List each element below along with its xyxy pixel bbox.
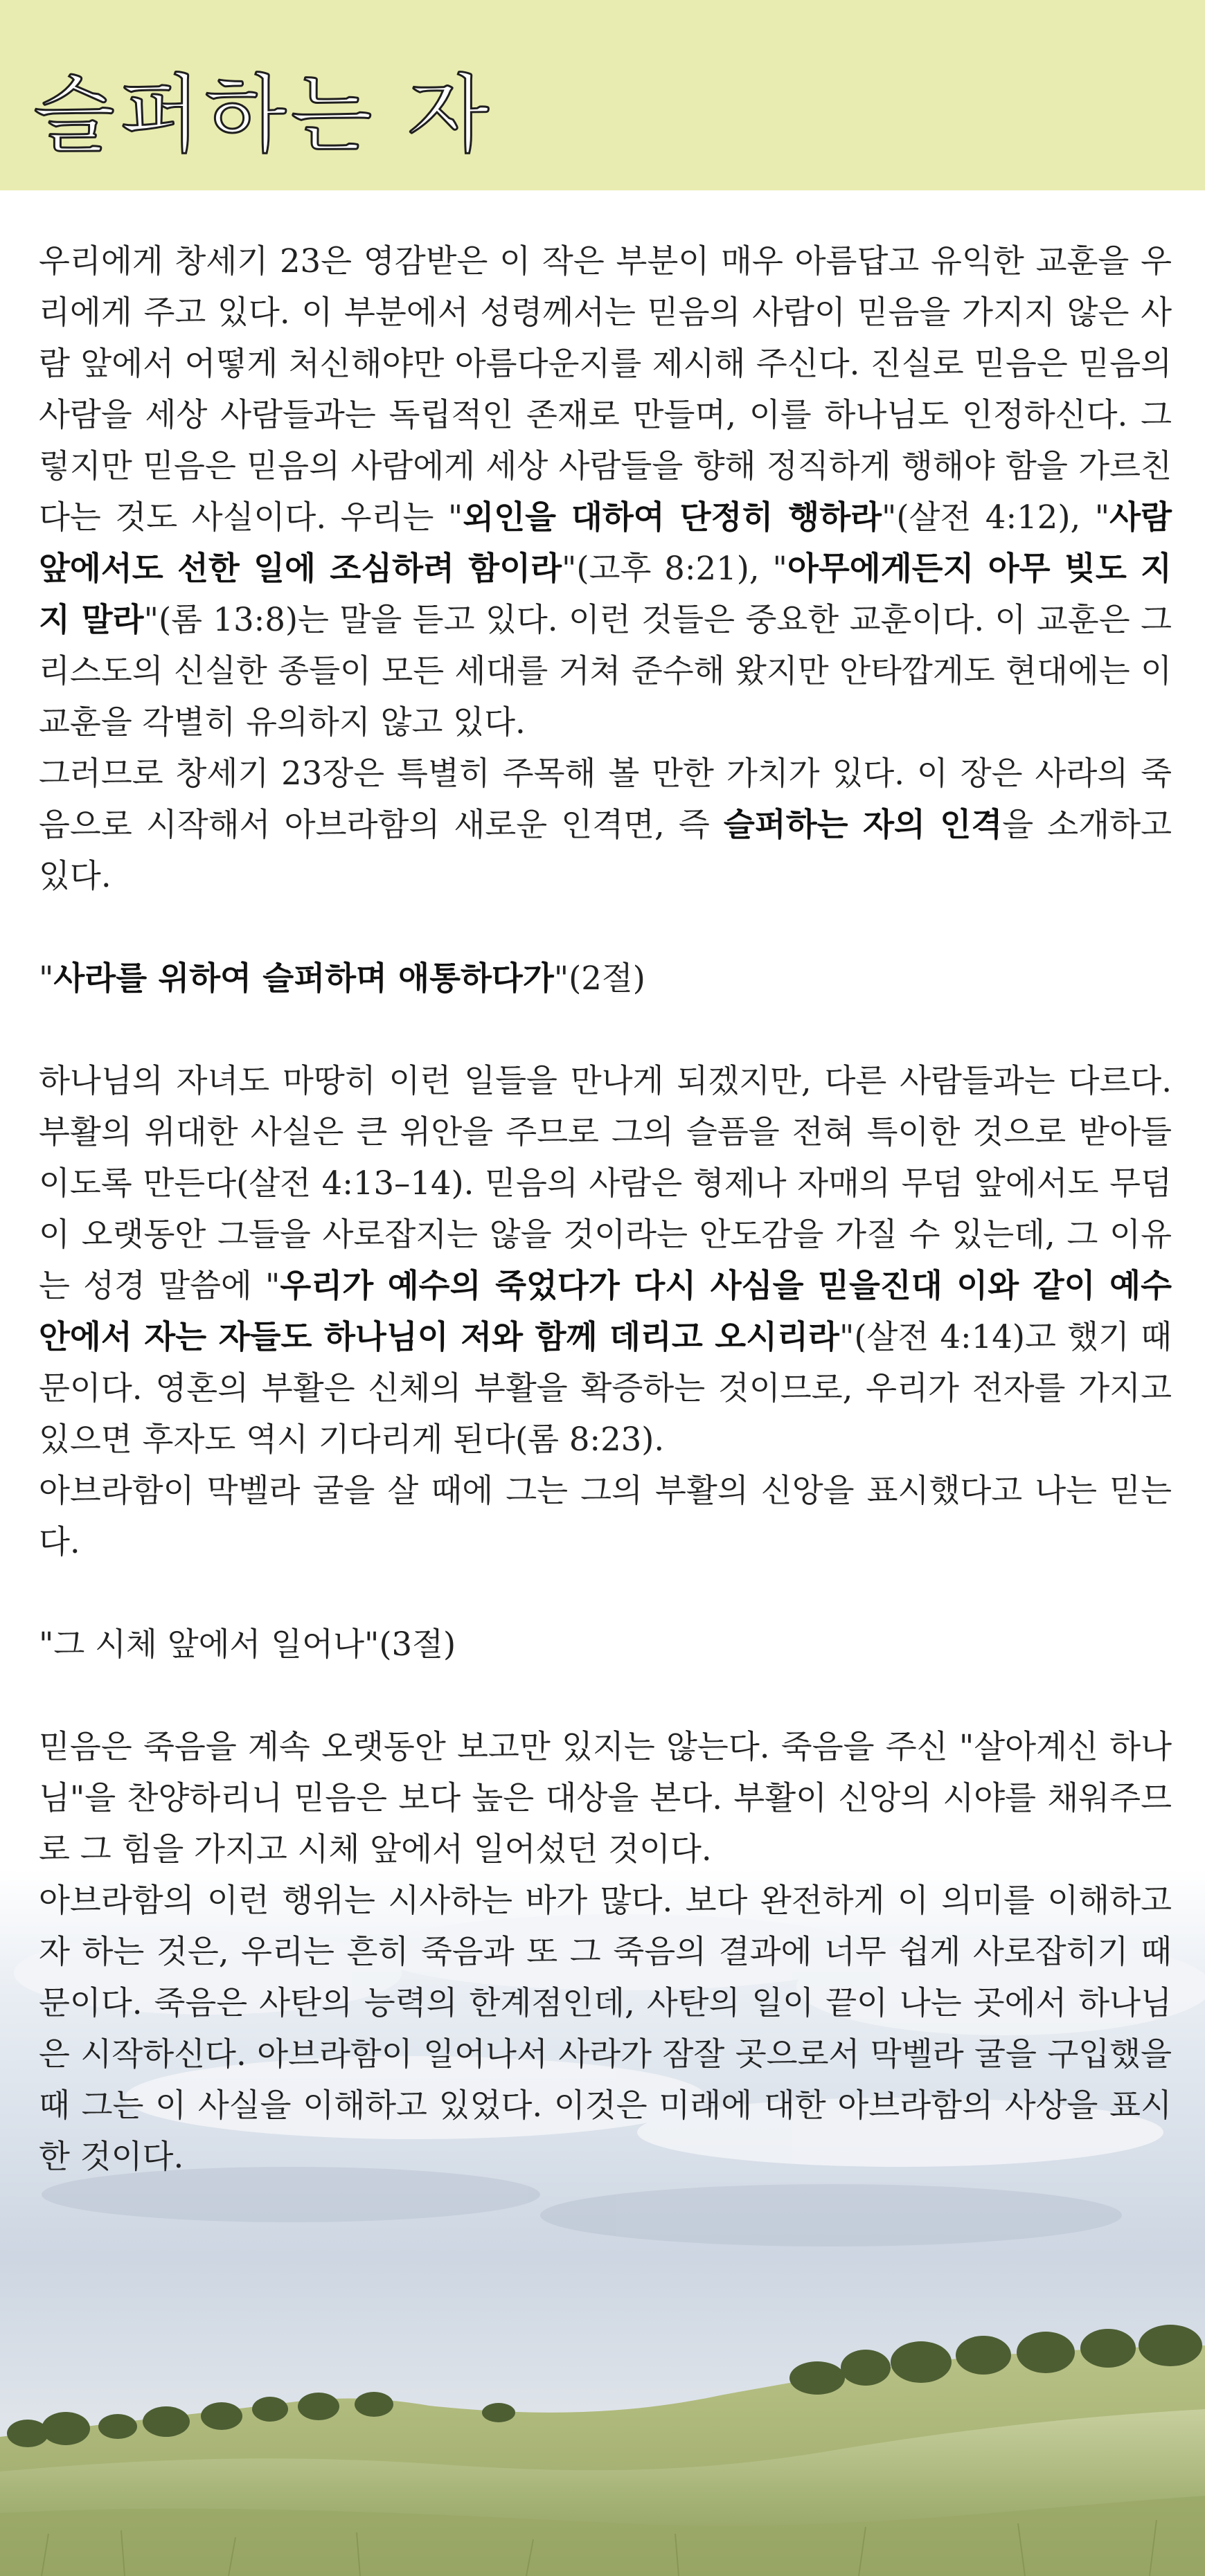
bold-scripture-quote: 아무에게든지 아무 빚도 지지 말라 — [39, 549, 1172, 638]
paragraph-p8 — [39, 1875, 1172, 2182]
text-run: "(고후 8:21), " — [562, 550, 787, 587]
bold-scripture-quote: 사라를 위하여 슬퍼하며 애통하다가 — [53, 959, 554, 997]
text-run: 아브라함이 막벨라 굴을 살 때에 그는 그의 부활의 신앙을 표시했다고 나는 믿는다. — [39, 1472, 1172, 1560]
text-run: "(롬 13:8)는 말을 듣고 있다. 이런 것들은 중요한 교훈이다. 이 교훈은 그리스도의 신실한 종들이 모든 세대를 거쳐 준수해 왔지만 안타깝게도 현대에는 이 교훈을 각별히 유의하지 않고 있다. — [39, 601, 1172, 741]
text-run: "(살전 4:12), " — [882, 498, 1110, 536]
paragraph-p7 — [39, 1721, 1172, 1875]
paragraph-spacer — [39, 1670, 1172, 1721]
paragraph-spacer — [39, 1004, 1172, 1055]
text-run: 그러므로 창세기 23장은 특별히 주목해 볼 만한 가치가 있다. 이 장은 사라의 죽음으로 시작해서 아브라함의 새로운 인격면, 즉 — [39, 755, 1172, 843]
bold-scripture-quote: 우리가 예수의 죽었다가 다시 사심을 믿을진대 이와 같이 예수 안에서 자는 자들도 하나님이 저와 함께 데리고 오시리라 — [39, 1266, 1172, 1355]
text-run: 하나님의 자녀도 마땅히 이런 일들을 만나게 되겠지만, 다른 사람들과는 다르다. 부활의 위대한 사실은 큰 위안을 주므로 그의 슬픔을 전혀 특이한 것으로 받아들이도록 만든다(살전 4:13–14). 믿음의 사람은 형제나 자매의 무덤 앞에서도 무덤이 오랫동안 그들을 사로잡지는 않을 것이라는 안도감을 가질 수 있는데, 그 이유는 성경 말씀에 " — [39, 1062, 1172, 1304]
paragraph-p4 — [39, 1055, 1172, 1465]
page-title: 슬퍼하는 자 — [33, 66, 494, 164]
paragraph-p6 — [39, 1619, 1172, 1670]
text-run: 우리에게 창세기 23은 영감받은 이 작은 부분이 매우 아름답고 유익한 교훈을 우리에게 주고 있다. 이 부분에서 성령께서는 믿음의 사람이 믿음을 가지지 않은 사람 앞에서 어떻게 처신해야만 아름다운지를 제시해 주신다. 진실로 믿음은 믿음의 사람을 세상 사람들과는 독립적인 존재로 만들며, 이를 하나님도 인정하신다. 그렇지만 믿음은 믿음의 사람에게 세상 사람들을 향해 정직하게 행해야 함을 가르친다는 것도 사실이다. 우리는 " — [39, 242, 1172, 536]
paragraph-spacer — [39, 901, 1172, 953]
bold-scripture-quote: 외인을 대하여 단정히 행하라 — [463, 498, 882, 536]
paragraph-p2 — [39, 748, 1172, 901]
paragraph-p5 — [39, 1465, 1172, 1567]
text-run: "(살전 4:14)고 했기 때문이다. 영혼의 부활은 신체의 부활을 확증하는 것이므로, 우리가 전자를 가지고 있으면 후자도 역시 기다리게 된다(롬 8:23). — [39, 1318, 1172, 1458]
text-run: "그 시체 앞에서 일어나"(3절) — [39, 1625, 456, 1663]
text-run: 아브라함의 이런 행위는 시사하는 바가 많다. 보다 완전하게 이 의미를 이해하고자 하는 것은, 우리는 흔히 죽음과 또 그 죽음의 결과에 너무 쉽게 사로잡히기 때문이다. 죽음은 사탄의 능력의 한계점인데, 사탄의 일이 끝이 나는 곳에서 하나님은 시작하신다. 아브라함이 일어나서 사라가 잠잘 곳으로서 막벨라 굴을 구입했을 때 그는 이 사실을 이해하고 있었다. 이것은 미래에 대한 아브라함의 사상을 표시한 것이다. — [39, 1882, 1172, 2175]
text-run: 을 소개하고 있다. — [39, 806, 1172, 894]
paragraph-p1 — [39, 235, 1172, 748]
text-run: "(2절) — [553, 960, 645, 997]
bold-scripture-quote: 사람 앞에서도 선한 일에 조심하려 함이라 — [39, 498, 1172, 587]
text-run: 믿음은 죽음을 계속 오랫동안 보고만 있지는 않는다. 죽음을 주신 "살아계신 하나님"을 찬양하리니 믿음은 보다 높은 대상을 본다. 부활이 신앙의 시야를 채워주므로 그 힘을 가지고 시체 앞에서 일어섰던 것이다. — [39, 1728, 1172, 1868]
paragraph-spacer — [39, 1567, 1172, 1619]
text-run: " — [39, 960, 54, 997]
paragraph-p3 — [39, 953, 1172, 1004]
article-body — [39, 235, 1172, 2182]
bold-scripture-quote: 슬퍼하는 자의 인격 — [723, 805, 1003, 843]
